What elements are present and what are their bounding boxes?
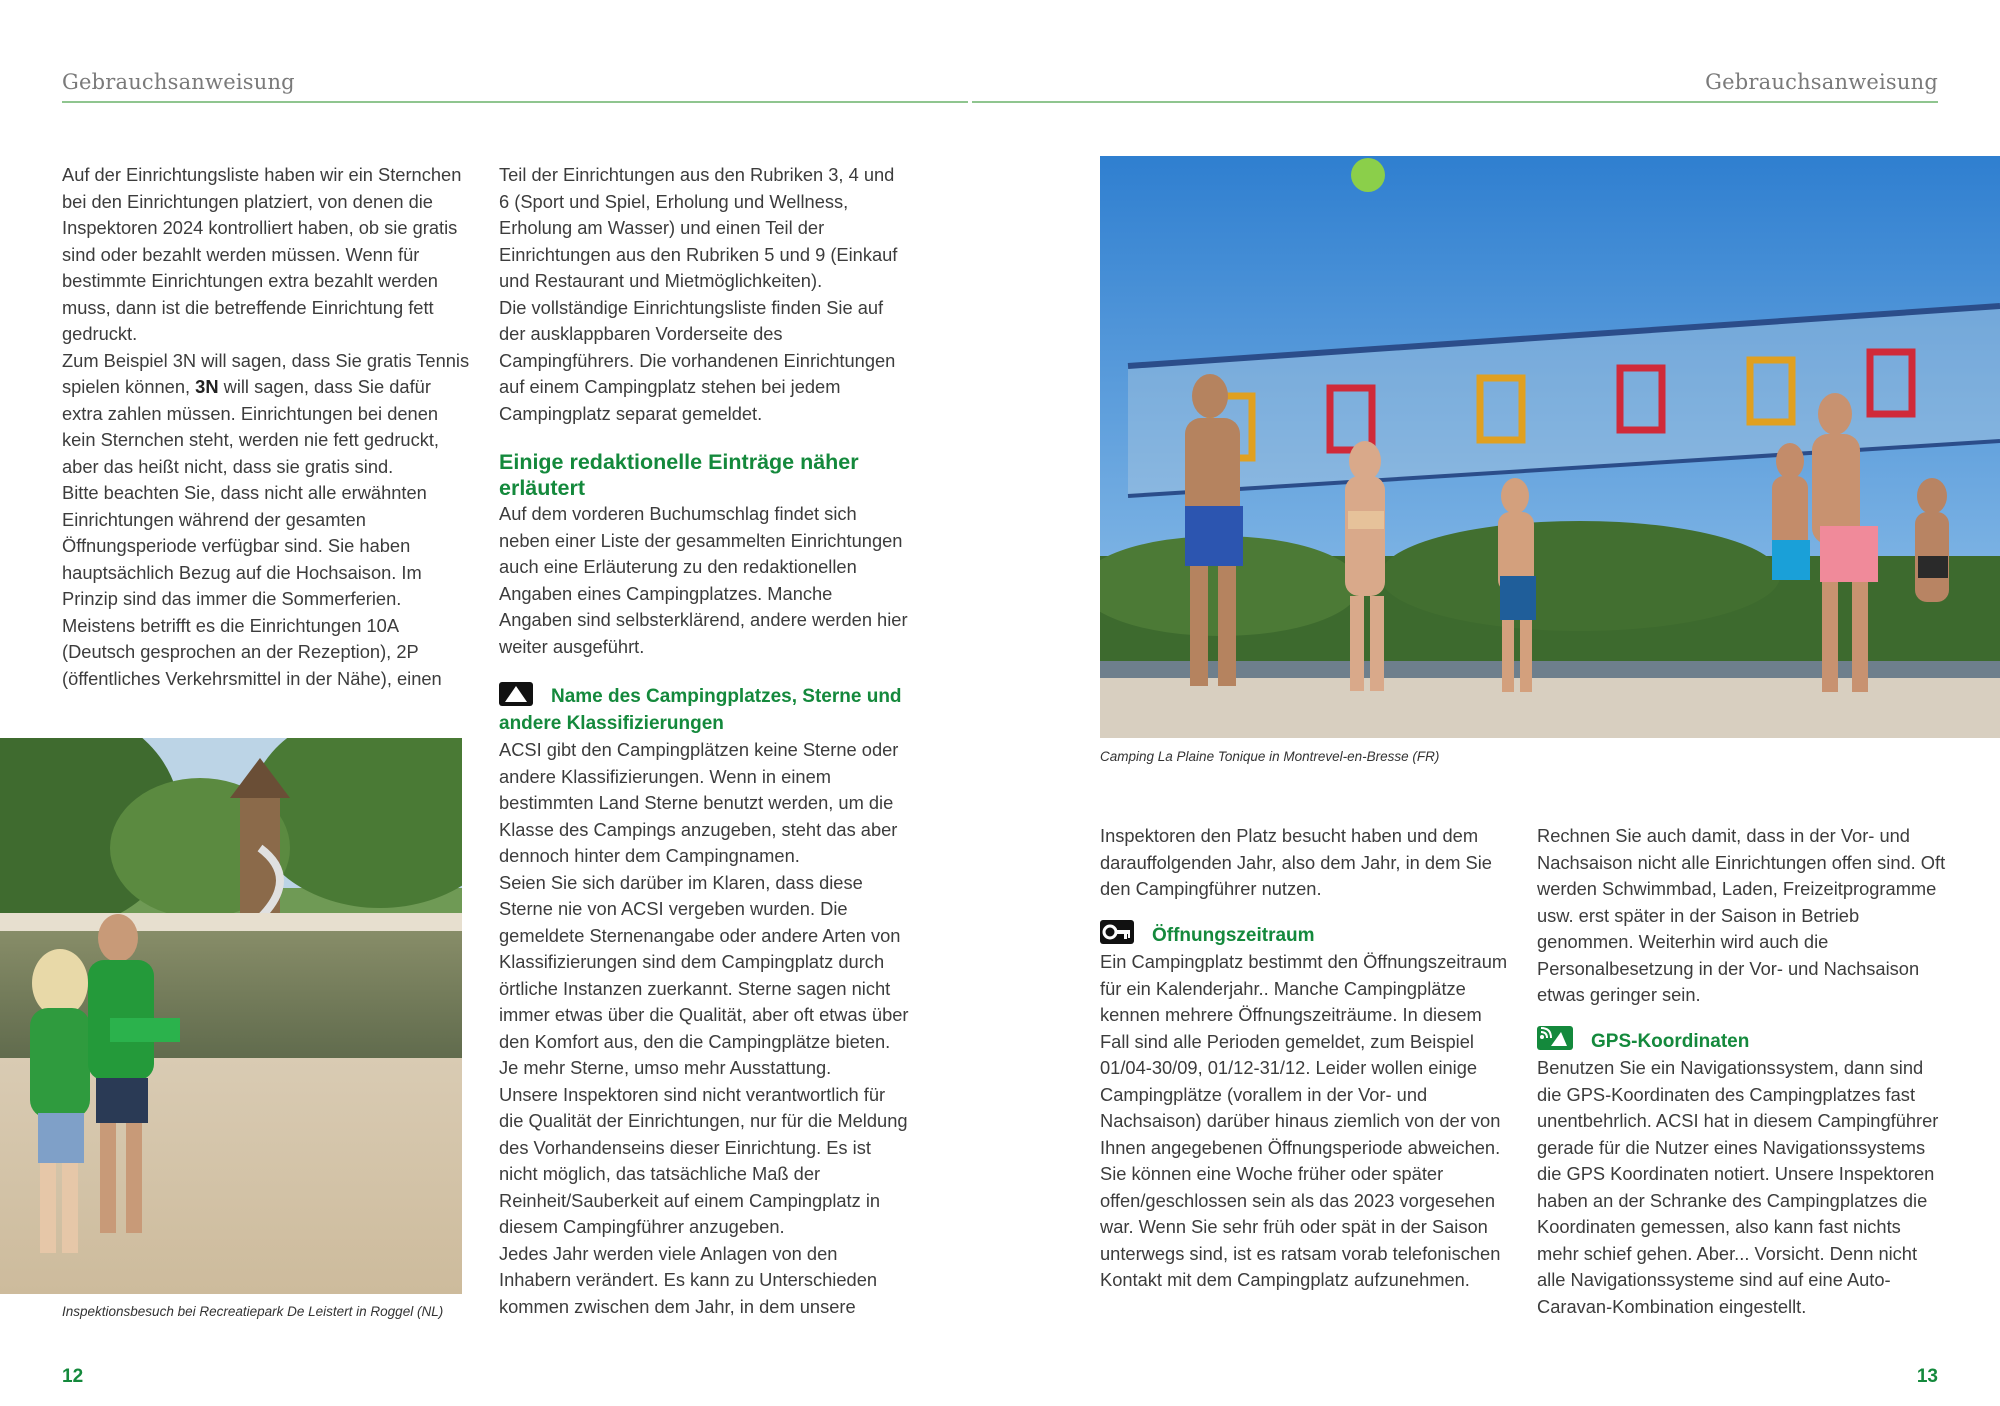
sub-heading-opening-period: Öffnungszeitraum	[1100, 923, 1510, 950]
col2-paragraph-2: Die vollständige Einrichtungsliste finden Sie auf der ausklappbaren Vorderseite des Campingführers. Die vorhandenen Einrichtungen auf einem Campingplatz stehen bei jedem Campingplatz separat gemeldet.	[499, 296, 896, 424]
col1-paragraph-3: Bitte beachten Sie, dass nicht alle erwähnten Einrichtungen während der gesamten Öffnungsperiode verfügbar sind. Sie haben hauptsächlich Bezug auf die Hochsaison. Im Prinzip sind das immer die Sommerferien.	[62, 482, 427, 609]
column-2	[499, 162, 909, 1320]
sub-heading-gps: GPS-Koordinaten	[1537, 1029, 1947, 1056]
inspection-photo-illustration	[0, 738, 462, 1294]
page-number-left: 12	[62, 1366, 84, 1387]
page-header-left: Gebrauchsanweisung	[62, 70, 295, 94]
col3-paragraph-1: Inspektoren den Platz besucht haben und dem darauffolgenden Jahr, also dem Jahr, in dem Sie den Campingführer nutzen.	[1100, 825, 1492, 899]
key-icon	[1100, 920, 1134, 944]
volleyball-photo	[1100, 156, 2000, 738]
volleyball-photo-illustration	[1100, 156, 2000, 738]
col2-paragraph-3: Auf dem vorderen Buchumschlag findet sich neben einer Liste der gesammelten Einrichtungen auch eine Erläuterung zu den redaktionellen Angaben eines Campingplatzes. Manche Angaben sind selbsterklärend, andere werden hier weiter ausgeführt.	[499, 503, 908, 657]
col4-paragraph-1: Rechnen Sie auch damit, dass in der Vor- und Nachsaison nicht alle Einrichtungen offen sind. Oft werden Schwimmbad, Laden, Freizeitprogramme usw. erst später in der Saison in Betrieb genommen. Weiterhin wird auch die Personalbesetzung in der Vor- und Nachsaison etwas geringer sein.	[1537, 825, 1946, 1005]
col2-paragraph-7: Jedes Jahr werden viele Anlagen von den Inhabern verändert. Es kann zu Unterschieden kommen zwischen dem Jahr, in dem unsere	[499, 1242, 878, 1317]
header-rule-right	[972, 101, 1938, 103]
col1-paragraph-1: Auf der Einrichtungsliste haben wir ein Sternchen bei den Einrichtungen platziert, von denen die Inspektoren 2024 kontrolliert haben, ob sie gratis sind oder bezahlt werden müssen. Wenn für bestimmte Einrichtungen extra bezahlt werden muss, dann ist die betreffende Einrichtung fett gedruckt.	[62, 164, 462, 344]
col3-paragraph-2: Ein Campingplatz bestimmt den Öffnungszeitraum für ein Kalenderjahr.. Manche Campingplätze kennen mehrere Öffnungszeiträume. In diesem Fall sind alle Perioden gemeldet, zum Beispiel 01/04-30/09, 01/12-31/12. Leider wollen einige Campingplätze (vorallem in der Vor- und Nachsaison) darüber hinaus ziemlich von der von Ihnen angegebenen Öffnungsperiode abweichen. Sie können eine Woche früher oder später offen/geschlossen sein als das 2023 vorgesehen war. Wenn Sie sehr früh oder spät in der Saison unterwegs sind, ist es ratsam vorab telefonischen Kontakt mit dem Campingplatz aufzunehmen.	[1100, 951, 1508, 1290]
tent-icon	[499, 682, 533, 706]
col2-paragraph-1: Teil der Einrichtungen aus den Rubriken 3, 4 und 6 (Sport und Spiel, Erholung und Wellness, Erholung am Wasser) und einen Teil der Einrichtungen aus den Rubriken 5 und 9 (Einkauf und Restaurant und Mietmöglichkeiten).	[499, 164, 898, 291]
section-heading-editorial: Einige redaktionelle Einträge näher erläutert	[499, 450, 859, 500]
col2-paragraph-6: Unsere Inspektoren sind nicht verantwortlich für die Qualität der Einrichtungen, nur für die Meldung des Vorhandenseins dieser Einrichtung. Es ist nicht möglich, das tatsächliche Maß der Reinheit/Sauberkeit auf einem Campingplatz in diesem Campingführer anzugeben.	[499, 1083, 908, 1237]
col1-paragraph-2: Zum Beispiel 3N will sagen, dass Sie gratis Tennis spielen können, 3N will sagen, dass Sie dafür extra zahlen müssen. Einrichtungen bei denen kein Sternchen steht, werden nie fett gedruckt, aber das heißt nicht, dass sie gratis sind.	[62, 349, 470, 477]
gps-icon	[1537, 1026, 1573, 1050]
column-1	[62, 162, 472, 692]
inspection-photo-caption: Inspektionsbesuch bei Recreatiepark De Leistert in Roggel (NL)	[62, 1304, 444, 1319]
col2-paragraph-4: ACSI gibt den Campingplätzen keine Sterne oder andere Klassifizierungen. Wenn in einem bestimmten Land Sterne benutzt werden, um die Klasse des Campings anzugeben, steht das aber dennoch hinter dem Campingnamen.	[499, 739, 899, 866]
page-header-right: Gebrauchsanweisung	[1705, 70, 1938, 94]
column-4	[1537, 823, 1947, 1320]
page-number-right: 13	[1916, 1366, 1938, 1387]
bold-example: 3N	[195, 376, 219, 397]
column-3	[1100, 823, 1510, 1294]
col4-paragraph-2: Benutzen Sie ein Navigationssystem, dann sind die GPS-Koordinaten des Campingplatzes fast unentbehrlich. ACSI hat in diesem Campingführer gerade für die Nutzer eines Navigationssystems die GPS Koordinaten notiert. Unsere Inspektoren haben an der Schranke des Campingplatzes die Koordinaten gemessen, also kann fast nichts mehr schief gehen. Aber... Vorsicht. Denn nicht alle Navigationssysteme sind auf eine Auto-Caravan-Kombination eingestellt.	[1537, 1057, 1939, 1317]
header-rule-left	[62, 101, 968, 103]
sub-heading-classification: Name des Campingplatzes, Sterne und andere Klassifizierungen	[499, 684, 909, 737]
col1-paragraph-4: Meistens betrifft es die Einrichtungen 10A (Deutsch gesprochen an der Rezeption), 2P (öffentliches Verkehrsmittel in der Nähe), einen	[62, 614, 442, 689]
inspection-photo	[0, 738, 462, 1294]
col2-paragraph-5: Seien Sie sich darüber im Klaren, dass diese Sterne nie von ACSI vergeben wurden. Die gemeldete Sternenangabe oder andere Arten von Klassifizierungen sind dem Campingplatz durch örtliche Instanzen zuerkannt. Sterne sagen nicht immer etwas über die Qualität, aber oft etwas über den Komfort aus, den die Campingplätze bieten. Je mehr Sterne, umso mehr Ausstattung.	[499, 871, 909, 1078]
volleyball-photo-caption: Camping La Plaine Tonique in Montrevel-en-Bresse (FR)	[1100, 749, 1440, 764]
